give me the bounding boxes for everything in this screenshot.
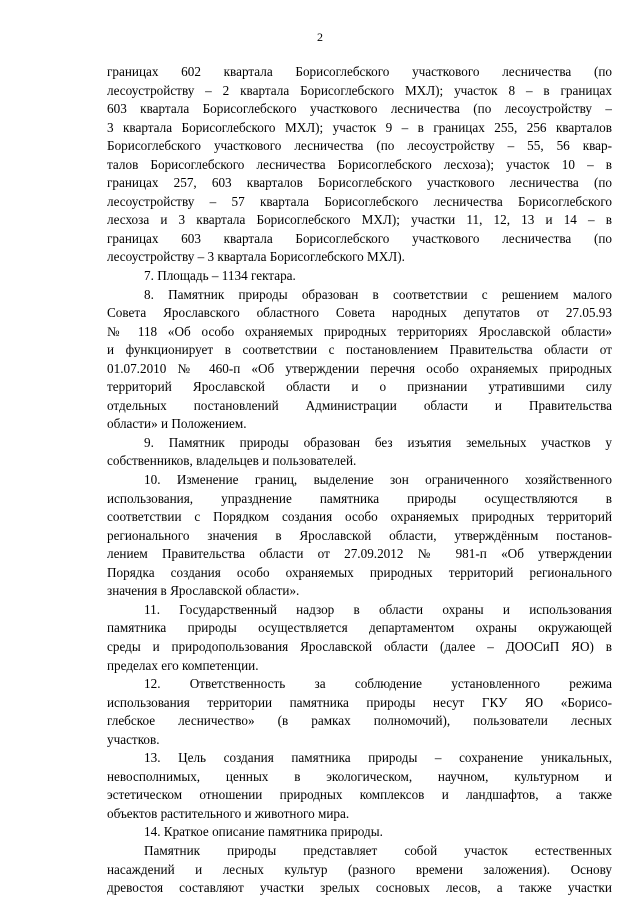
text-line: границах 257, 603 кварталов Борисоглебского участкового лесничества (по [107, 175, 612, 191]
text-line: пределах его компетенции. [107, 657, 259, 673]
text-line: насаждений и лесных культур (разного времени заложения). Основу [107, 861, 612, 877]
text-line: 3 квартала Борисоглебского МХЛ); участок 9 – в границах 255, 256 кварталов [107, 119, 612, 135]
text-line: соответствии с Порядком создания особо охраняемых природных территорий [107, 509, 612, 525]
text-line: древостоя составляют участки зрелых сосновых лесов, а также участки [107, 880, 612, 896]
text-line: лесхоза и 3 квартала Борисоглебского МХЛ); участки 11, 12, 13 и 14 – в [107, 212, 612, 228]
text-line: 12. Ответственность за соблюдение установленного режима [144, 676, 612, 692]
text-line: и функционирует в соответствии с постановлением Правительства области от [107, 342, 612, 358]
document-body [107, 63, 612, 898]
text-line: границах 603 квартала Борисоглебского участкового лесничества (по [107, 230, 612, 246]
text-line: лесоустройству – 57 квартала Борисоглебского лесничества Борисоглебского [107, 193, 612, 209]
text-line: лением Правительства области от 27.09.2012 № 981-п «Об утверждении [107, 546, 612, 562]
text-line: памятника природы осуществляется департаментом охраны окружающей [107, 620, 612, 636]
text-line: 11. Государственный надзор в области охраны и использования [144, 601, 612, 617]
text-line: эстетическом отношении природных комплексов и ландшафтов, а также [107, 787, 612, 803]
text-line: 10. Изменение границ, выделение зон ограниченного хозяйственного [144, 472, 612, 488]
text-line: использования, упразднение памятника природы осуществляются в [107, 490, 612, 506]
text-line: собственников, владельцев и пользователей. [107, 453, 357, 469]
text-line: участков. [107, 731, 160, 747]
text-line: № 118 «Об особо охраняемых природных территориях Ярославской области» [107, 323, 612, 339]
text-line: отдельных постановлений Администрации области и Правительства [107, 397, 612, 413]
text-line: Порядка создания особо охраняемых природных территорий регионального [107, 564, 612, 580]
text-line: 603 квартала Борисоглебского участкового лесничества (по лесоустройству – [107, 101, 612, 117]
text-line: границах 602 квартала Борисоглебского участкового лесничества (по [107, 64, 612, 79]
text-line: среды и природопользования Ярославской области (далее – ДООСиП ЯО) в [107, 638, 612, 654]
text-line: использования территории памятника природы несут ГКУ ЯО «Борисо- [107, 694, 612, 710]
text-line: Памятник природы представляет собой участок естественных [144, 842, 612, 858]
text-line: 8. Памятник природы образован в соответствии с решением малого [144, 286, 612, 302]
text-line: Борисоглебского участкового лесничества (по лесоустройству – 55, 56 квар- [107, 138, 612, 154]
text-line: 7. Площадь – 1134 гектара. [144, 268, 296, 284]
text-line: объектов растительного и животного мира. [107, 805, 350, 821]
text-line: лесоустройству – 3 квартала Борисоглебского МХЛ). [107, 249, 405, 265]
text-line: глебское лесничество» (в рамках полномочий), пользователи лесных [107, 713, 612, 729]
text-line: Совета Ярославского областного Совета народных депутатов от 27.05.93 [107, 305, 612, 321]
text-line: 13. Цель создания памятника природы – сохранение уникальных, [144, 750, 612, 766]
text-line: области» и Положением. [107, 416, 247, 432]
text-line: невосполнимых, ценных в экологическом, научном, культурном и [107, 768, 612, 784]
text-line: регионального значения в Ярославской области, утверждённым постанов- [107, 527, 612, 543]
text-line: лесоустройству – 2 квартала Борисоглебского МХЛ); участок 8 – в границах [107, 82, 612, 98]
text-line: 01.07.2010 № 460-п «Об утверждении перечня особо охраняемых природных [107, 360, 612, 376]
text-line: территорий Ярославской области и о признании утратившими силу [107, 379, 612, 395]
text-line: талов Борисоглебского лесничества Борисоглебского лесхоза); участок 10 – в [107, 156, 612, 172]
text-line: 9. Памятник природы образован без изъятия земельных участков у [144, 434, 612, 450]
page-number: 2 [317, 30, 323, 44]
text-line: значения в Ярославской области». [107, 583, 300, 599]
text-line: 14. Краткое описание памятника природы. [144, 824, 383, 840]
